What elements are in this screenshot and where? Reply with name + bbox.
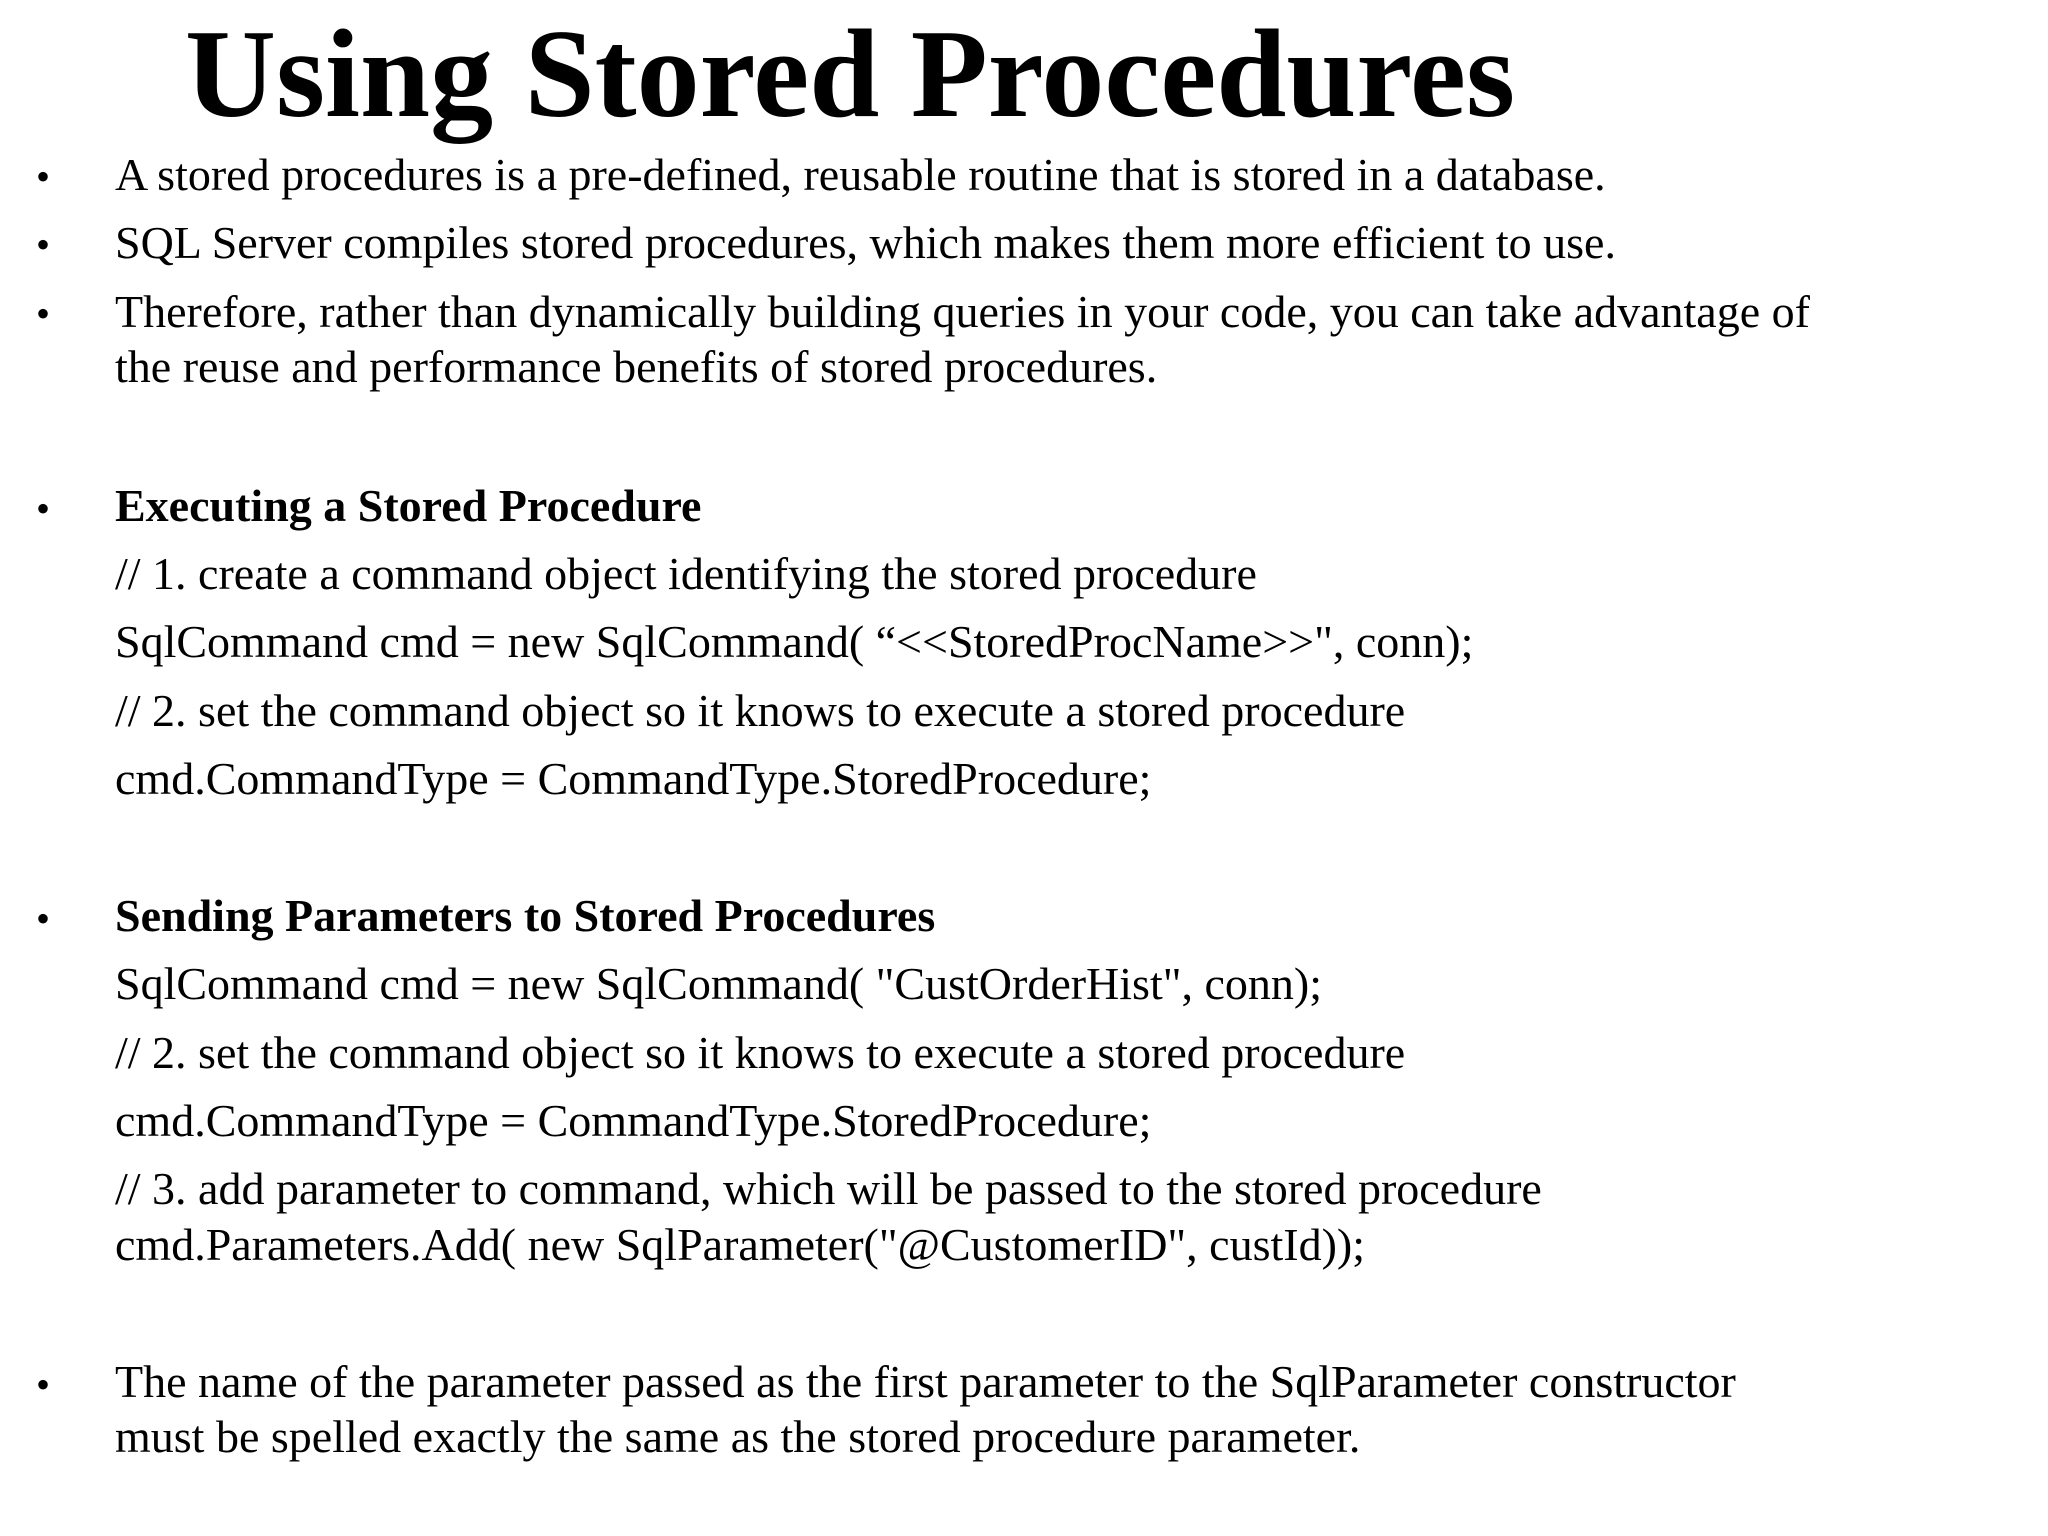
bullet-icon: • — [36, 154, 51, 199]
executing-code-line: // 2. set the command object so it knows to execute a stored procedure — [115, 685, 1406, 736]
executing-heading: Executing a Stored Procedure — [115, 480, 702, 531]
note-line-2: must be spelled exactly the same as the stored procedure parameter. — [115, 1411, 1361, 1462]
intro-line-3: Therefore, rather than dynamically building queries in your code, you can take advantage of — [115, 286, 1810, 337]
slide-title: Using Stored Procedures — [185, 5, 1516, 144]
sending-code-line: cmd.Parameters.Add( new SqlParameter("@CustomerID", custId)); — [115, 1219, 1366, 1270]
intro-line-1: A stored procedures is a pre-defined, reusable routine that is stored in a database. — [115, 149, 1606, 200]
bullet-icon: • — [36, 1362, 51, 1407]
sending-code-line: // 2. set the command object so it knows to execute a stored procedure — [115, 1027, 1406, 1078]
executing-code-line: // 1. create a command object identifying the stored procedure — [115, 548, 1257, 599]
executing-code-line: SqlCommand cmd = new SqlCommand( “<<StoredProcName>>", conn); — [115, 616, 1474, 667]
bullet-icon: • — [36, 486, 51, 531]
sending-code-line: // 3. add parameter to command, which will be passed to the stored procedure — [115, 1163, 1542, 1214]
intro-line-4: the reuse and performance benefits of stored procedures. — [115, 341, 1158, 392]
bullet-icon: • — [36, 291, 51, 336]
sending-code-line: SqlCommand cmd = new SqlCommand( "CustOrderHist", conn); — [115, 958, 1323, 1009]
sending-code-line: cmd.CommandType = CommandType.StoredProcedure; — [115, 1095, 1152, 1146]
bullet-icon: • — [36, 896, 51, 941]
note-line-1: The name of the parameter passed as the first parameter to the SqlParameter constructor — [115, 1356, 1736, 1407]
bullet-icon: • — [36, 222, 51, 267]
intro-line-2: SQL Server compiles stored procedures, which makes them more efficient to use. — [115, 217, 1616, 268]
executing-code-line: cmd.CommandType = CommandType.StoredProcedure; — [115, 753, 1152, 804]
sending-heading: Sending Parameters to Stored Procedures — [115, 890, 936, 941]
